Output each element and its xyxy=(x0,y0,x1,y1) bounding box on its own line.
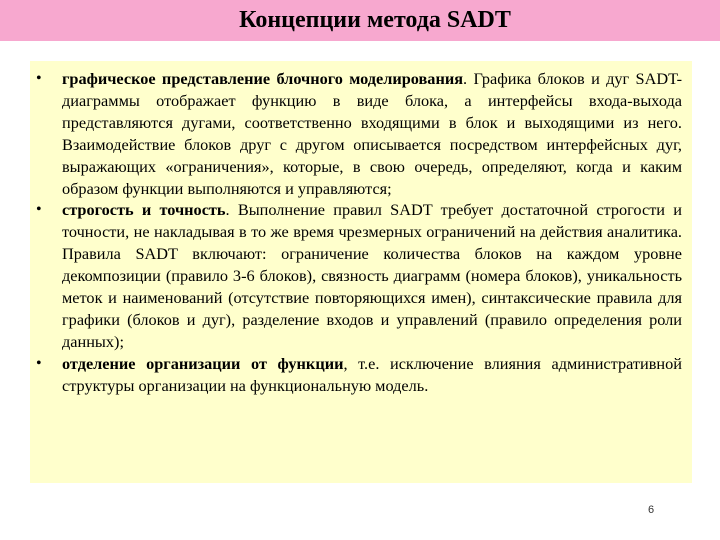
bullet-marker: • xyxy=(36,354,42,372)
bullet-term: строгость и точность xyxy=(62,200,226,220)
bullet-text: . Графика блоков и дуг SADT-диаграммы отображает функцию в виде блока, а интерфейсы входа-выхода представляются дугами, соответственно входящими в блок и выходящими из него. Взаимодействие блоков друг с другом описывается посредством интерфейсных дуг, выражающих «ограничения», которые, в свою очередь, определяют, когда и каким образом функции выполняются и управляются; xyxy=(62,69,682,198)
page-number: 6 xyxy=(648,504,655,516)
slide-title: Концепции метода SADT xyxy=(239,7,511,33)
bullet-item-rigor xyxy=(36,199,682,352)
bullet-term: отделение организации от функции xyxy=(62,353,344,373)
bullet-marker: • xyxy=(36,201,42,219)
bullet-term: графическое представление блочного моделирования xyxy=(62,69,464,88)
content-box xyxy=(30,61,692,483)
bullet-text: , т.е. исключение влияния административной структуры организации на функциональную модель. xyxy=(62,353,683,395)
bullet-text: . Выполнение правил SADT требует достаточной строгости и точности, не накладывая в то же время чрезмерных ограничений на действия аналитика. Правила SADT включают: ограничение количества блоков на каждом уровне декомпозиции (правило 3-6 блоков), связность диаграмм (номера блоков), уникальность меток и наименований (отсутствие повторяющихся имен), синтаксические правила для графики (блоков и дуг), разделение входов и управлений (правило определения роли данных); xyxy=(62,200,682,351)
bullet-item-graphic xyxy=(36,68,682,199)
bullet-marker: • xyxy=(36,70,42,87)
bullet-item-separation xyxy=(36,353,682,397)
